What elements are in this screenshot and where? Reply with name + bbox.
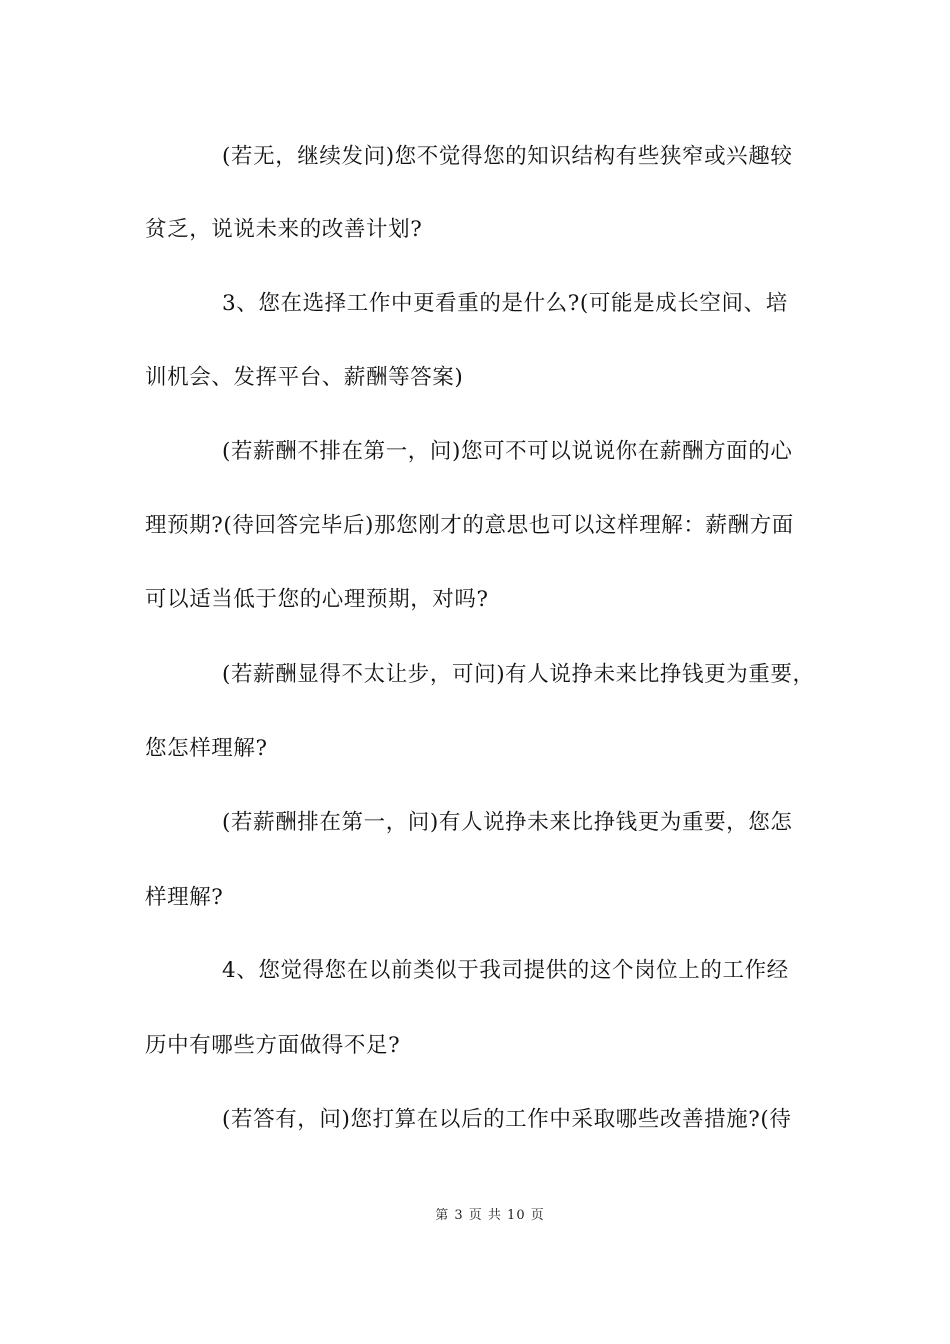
paragraph-4-line-2: 您怎样理解? [145, 736, 268, 761]
paragraph-5-line-1: (若薪酬排在第一，问)有人说挣未来比挣钱更为重要，您怎 [222, 810, 793, 835]
paragraph-5-line-2: 样理解? [145, 885, 224, 910]
paragraph-1-line-1: (若无，继续发问)您不觉得您的知识结构有些狭窄或兴趣较 [222, 144, 793, 169]
paragraph-3-line-2: 理预期?(待回答完毕后)那您刚才的意思也可以这样理解：薪酬方面 [145, 513, 794, 538]
paragraph-2-line-2: 训机会、发挥平台、薪酬等答案) [145, 365, 464, 390]
paragraph-7-line-1: (若答有，问)您打算在以后的工作中采取哪些改善措施?(待 [222, 1107, 792, 1132]
paragraph-6-line-2: 历中有哪些方面做得不足? [145, 1033, 401, 1058]
page-number-footer: 第 3 页 共 10 页 [435, 1208, 545, 1223]
paragraph-3-line-1: (若薪酬不排在第一，问)您可不可以说说你在薪酬方面的心 [222, 439, 793, 464]
paragraph-4-line-1: (若薪酬显得不太让步，可问)有人说挣未来比挣钱更为重要， [222, 662, 815, 687]
paragraph-3-line-3: 可以适当低于您的心理预期，对吗? [145, 587, 489, 612]
paragraph-6-line-1: 4、您觉得您在以前类似于我司提供的这个岗位上的工作经 [222, 958, 789, 983]
paragraph-2-line-1: 3、您在选择工作中更看重的是什么?(可能是成长空间、培 [222, 291, 788, 316]
paragraph-1-line-2: 贫乏，说说未来的改善计划? [145, 217, 423, 242]
